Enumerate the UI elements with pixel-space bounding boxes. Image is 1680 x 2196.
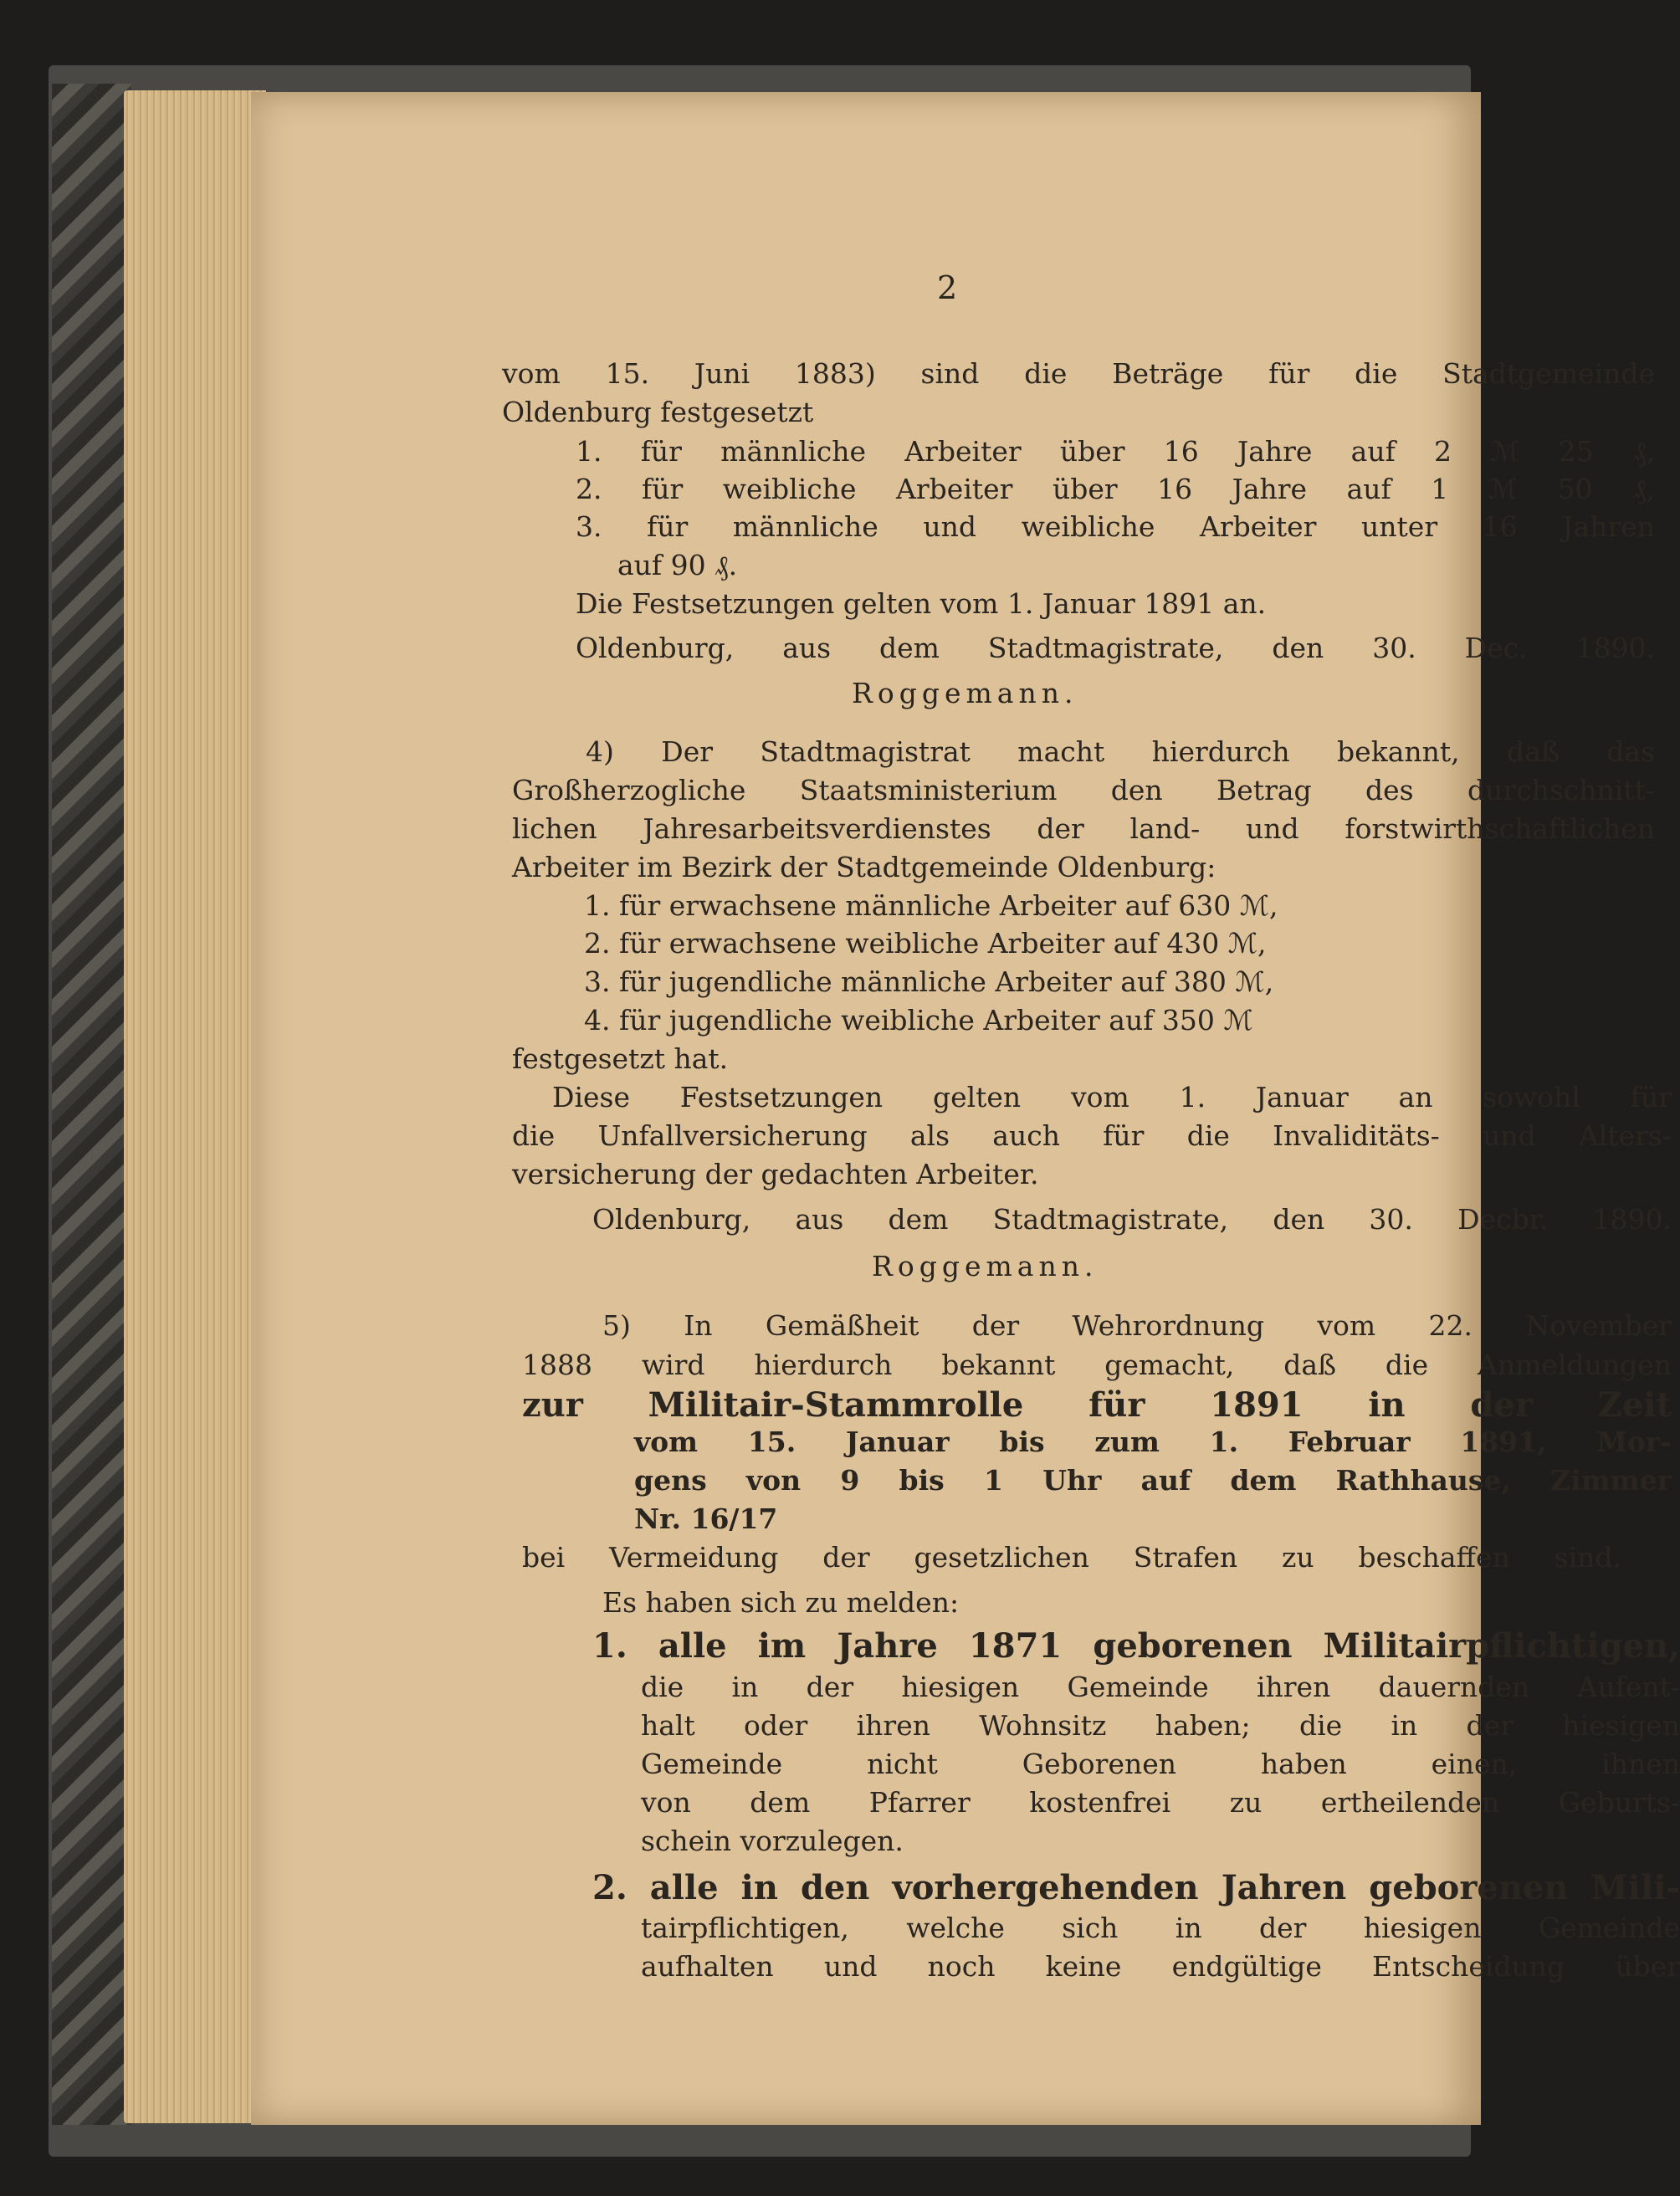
text-line: festgesetzt hat. [512, 1042, 729, 1075]
text-line: 1888 wird hierdurch bekannt gemacht, daß die Anmeldungen [522, 1349, 1672, 1381]
text-line: bei Vermeidung der gesetzlichen Strafen zu beschaffen sind. [522, 1541, 1621, 1574]
text-line: von dem Pfarrer kostenfrei zu ertheilenden Geburts- [641, 1786, 1680, 1819]
text-line: die in der hiesigen Gemeinde ihren dauernden Aufent- [641, 1671, 1680, 1703]
text-line: 4) Der Stadtmagistrat macht hierdurch bekannt, daß das [586, 735, 1655, 768]
text-line: Oldenburg, aus dem Stadtmagistrate, den 30. Dec. 1890. [576, 632, 1655, 664]
signature-name: Roggemann. [872, 1250, 1099, 1282]
text-line: Es haben sich zu melden: [602, 1586, 960, 1619]
text-line: 3. für männliche und weibliche Arbeiter unter 16 Jahren [576, 510, 1655, 543]
page-stack-edges [124, 90, 266, 2123]
text-line: aufhalten und noch keine endgültige Entscheidung über [641, 1950, 1680, 1983]
text-line: tairpflichtigen, welche sich in der hiesigen Gemeinde [641, 1912, 1680, 1944]
page-text [251, 92, 1680, 2125]
text-line: 1. für erwachsene männliche Arbeiter auf 630 ℳ, [584, 889, 1278, 922]
signature-name: Roggemann. [852, 677, 1078, 709]
text-line-bold: gens von 9 bis 1 Uhr auf dem Rathhause, Zimmer [634, 1464, 1672, 1497]
text-line: vom 15. Juni 1883) sind die Beträge für die Stadtgemeinde [502, 357, 1655, 390]
text-line: auf 90 ₰. [617, 549, 738, 581]
text-line-bold: zur Militair-Stammrolle für 1891 in der Zeit [522, 1385, 1672, 1425]
text-line-bold: 2. alle in den vorhergehenden Jahren geborenen Mili- [592, 1868, 1680, 1907]
text-line: 1. für männliche Arbeiter über 16 Jahre auf 2 ℳ 25 ₰, [576, 435, 1655, 468]
text-line: 2. für weibliche Arbeiter über 16 Jahre auf 1 ℳ 50 ₰, [576, 473, 1655, 505]
text-line: 2. für erwachsene weibliche Arbeiter auf 430 ℳ, [584, 927, 1267, 960]
text-line: die Unfallversicherung als auch für die Invaliditäts- und Alters- [512, 1119, 1672, 1152]
text-line: lichen Jahresarbeitsverdienstes der land- und forstwirthschaftlichen [512, 812, 1655, 845]
text-line: versicherung der gedachten Arbeiter. [512, 1158, 1039, 1190]
text-line: 4. für jugendliche weibliche Arbeiter auf 350 ℳ [584, 1004, 1253, 1037]
text-line: Diese Festsetzungen gelten vom 1. Januar an sowohl für [552, 1081, 1672, 1113]
text-line: Oldenburg festgesetzt [502, 396, 814, 428]
text-line: halt oder ihren Wohnsitz haben; die in der hiesigen [641, 1709, 1680, 1742]
text-line: 5) In Gemäßheit der Wehrordnung vom 22. November [602, 1309, 1672, 1342]
text-line: Arbeiter im Bezirk der Stadtgemeinde Oldenburg: [512, 851, 1216, 883]
page-number: 2 [937, 269, 958, 306]
text-line-bold: vom 15. Januar bis zum 1. Februar 1891, Mor- [634, 1426, 1672, 1458]
text-line: Großherzogliche Staatsministerium den Betrag des durchschnitt- [512, 774, 1655, 806]
text-line-bold: 1. alle im Jahre 1871 geborenen Militairpflichtigen, [592, 1626, 1680, 1666]
text-line: 3. für jugendliche männliche Arbeiter auf 380 ℳ, [584, 965, 1274, 998]
text-line: Oldenburg, aus dem Stadtmagistrate, den 30. Decbr. 1890. [592, 1203, 1672, 1236]
text-line: Gemeinde nicht Geborenen haben einen, ihnen [641, 1748, 1680, 1780]
cover-spine-edge [52, 84, 131, 2125]
text-line: Die Festsetzungen gelten vom 1. Januar 1891 an. [576, 587, 1267, 620]
text-line-bold: Nr. 16/17 [634, 1502, 778, 1535]
text-line: schein vorzulegen. [641, 1825, 904, 1857]
